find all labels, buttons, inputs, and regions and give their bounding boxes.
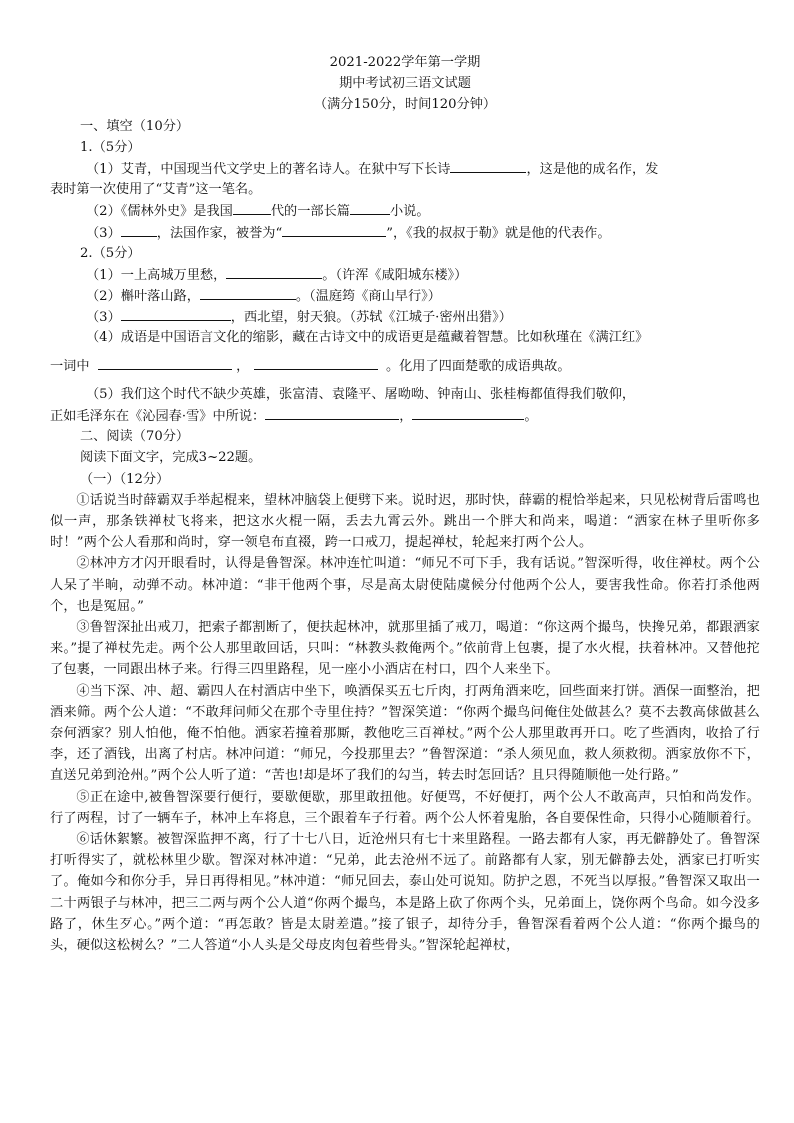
q2-s1-line [50, 264, 760, 285]
reading-paragraph: ①话说当时薛霸双手举起棍来，望林冲脑袋上便劈下来。说时迟，那时快，薛霸的棍恰举起来，只见松树背后雷鸣也似一声，那条铁禅杖飞将来，把这水火棍一隔，丢去九霄云外。跳出一个胖大和尚来，喝道：“洒家在林子里听你多时！”两个公人看那和尚时，穿一领皂布直裰，跨一口戒刀，提起禅杖，轮起来打两个公人。 [50, 492, 760, 551]
q2-s2-text-b: 。（温庭筠《商山早行》） [295, 289, 441, 305]
q2-s5-text-c: ， [399, 409, 413, 424]
answer-blank[interactable] [121, 222, 157, 237]
answer-blank[interactable] [254, 355, 378, 370]
q1-s3-line [50, 222, 760, 243]
q1-s1-cont: 表时第一次使用了“艾青”这一笔名。 [50, 182, 262, 198]
reading-paragraph: ④当下深、冲、超、霸四人在村酒店中坐下，唤酒保买五七斤肉，打两角酒来吃，回些面来打饼。酒保一面整治，把酒来筛。两个公人道：“不敢拜问师父在那个寺里住持？”智深笑道：“你两个撮鸟问俺住处做甚么？莫不去教高俅做甚么奈何洒家？别人怕他，俺不怕他。洒家若撞着那厮，教他吃三百禅杖。”两个公人那里敢再开口。吃了些酒肉，收拾了行李，还了酒钱，出离了村店。林冲问道：“师兄，今投那里去？”鲁智深道：“杀人须见血，救人须救彻。洒家放你不下，直送兄弟到沧州。”两个公人听了道：“苦也!却是坏了我们的勾当，转去时怎回话？且只得随顺他一处行路。” [50, 683, 760, 784]
reading-paragraph: ⑥话休絮繁。被智深监押不离，行了十七八日，近沧州只有七十来里路程。一路去都有人家，再无僻静处了。鲁智深打听得实了，就松林里少歇。智深对林冲道：“兄弟，此去沧州不远了。前路都有人家，别无僻静去处，洒家已打听实了。俺如今和你分手，异日再得相见。”林冲道：“师兄回去，泰山处可说知。防护之恩，不死当以厚报。”鲁智深又取出一二十两银子与林冲，把三二两与两个公人道“你两个撮鸟，本是路上砍了你两个头，兄弟面上，饶你两个鸟命。如今没多路了，休生歹心。”两个道：“再怎敢？皆是太尉差遣。”接了银子，却待分手，鲁智深看着两个公人道：“你两个撮鸟的头，硬似这松树么？”二人答道“小人头是父母皮肉包着些骨头。”智深轮起禅杖， [50, 832, 760, 954]
section1-title: 一、填空（10分） [80, 118, 190, 134]
q2-s5-text-d: 。 [524, 409, 538, 424]
q2-s2-text-a: （2）槲叶落山路， [86, 289, 200, 305]
reading-paragraph: ②林冲方才闪开眼看时，认得是鲁智深。林冲连忙叫道：“师兄不可下手，我有话说。”智深听得，收住禅杖。两个公人呆了半晌，动弹不动。林冲道：“非干他两个事，尽是高太尉使陆虞候分付他两个公人，要害我性命。你若打杀他两个，也是冤屈。” [50, 556, 760, 614]
q1-s3-text-c: ”，《我的叔叔于勒》就是他的代表作。 [386, 225, 611, 241]
answer-blank[interactable] [265, 405, 399, 420]
answer-blank[interactable] [226, 264, 322, 279]
q2-s4-text-d: 。化用了四面楚歌的成语典故。 [385, 358, 571, 374]
q1-s2-line [50, 200, 760, 221]
reading-part1-title: （一）（12分） [80, 471, 170, 487]
exam-title: 期中考试初三语文试题 [339, 76, 471, 92]
q2-s3-text-b: ，西北望，射天狼。（苏轼《江城子·密州出猎》） [230, 310, 512, 326]
q2-s3-line [50, 306, 760, 327]
answer-blank[interactable] [282, 222, 386, 237]
q1-s1-line [50, 158, 760, 179]
q1-s2-text-a: （2）《儒林外史》是我国 [86, 204, 233, 220]
section2-title: 二、阅读（70分） [80, 429, 190, 445]
exam-page [50, 52, 760, 956]
q2-s4-text-b: 一词中 [50, 358, 90, 374]
answer-blank[interactable] [233, 200, 271, 215]
q2-label: 2.（5分） [80, 245, 141, 261]
q2-s3-text-a: （3） [86, 310, 121, 326]
q2-s5-text-b: 正如毛泽东在《沁园春·雪》中所说： [50, 409, 266, 424]
q2-s1-text-a: （1）一上高城万里愁， [86, 267, 227, 283]
reading-paragraph: ⑤正在途中,被鲁智深要行便行，要歇便歇，那里敢扭他。好便骂，不好便打，两个公人不敢高声，只怕和尚发作。行了两程，讨了一辆车子，林冲上车将息，三个跟着车子行着。两个公人怀着鬼胎，各自要保性命，只得小心随顺着行。 [50, 789, 760, 826]
q1-s2-text-b: 代的一部长篇 [270, 204, 350, 220]
q1-s1-text-b: ，这是他的成名作，发 [526, 161, 659, 177]
exam-score-time: （满分150分，时间120分钟） [313, 97, 497, 113]
q2-s4-cont [50, 355, 760, 376]
answer-blank[interactable] [350, 200, 390, 215]
exam-term: 2021-2022学年第一学期 [329, 55, 481, 70]
answer-blank[interactable] [412, 405, 524, 420]
q2-s5-line: （5）我们这个时代不缺少英雄，张富清、袁隆平、屠呦呦、钟南山、张桂梅都值得我们敬仰， [86, 386, 636, 402]
q1-label: 1.（5分） [80, 139, 141, 155]
q2-s4-text-c: ， [236, 358, 250, 374]
answer-blank[interactable] [200, 285, 296, 300]
answer-blank[interactable] [98, 355, 232, 370]
q2-s2-line [50, 285, 760, 306]
q1-s1-text-a: （1）艾青，中国现当代文学史上的著名诗人。在狱中写下长诗 [86, 161, 451, 177]
q2-s4-line: （4）成语是中国语言文化的缩影，藏在古诗文中的成语更是蕴藏着智慧。比如秋瑾在《满江红》 [86, 330, 649, 346]
answer-blank[interactable] [121, 306, 231, 321]
section2-instruction: 阅读下面文字，完成3~22题。 [80, 450, 262, 466]
reading-paragraph: ③鲁智深扯出戒刀，把索子都割断了，便扶起林冲，就那里插了戒刀，喝道：“你这两个撮鸟，快搀兄弟，都跟洒家来。”提了禅杖先走。两个公人那里敢回话，只叫：“林教头救俺两个。”依前背上包裹，提了水火棍，扶着林冲。又替他拕了包裹，一同跟出林子来。行得三四里路程，见一座小小酒店在村口，四个人来坐下。 [50, 619, 760, 678]
q1-s2-text-c: 小说。 [389, 204, 430, 220]
q2-s1-text-b: 。（许浑《咸阳城东楼》） [322, 267, 468, 283]
q2-s5-cont [50, 405, 760, 426]
q1-s3-text-a: （3） [86, 225, 121, 241]
q1-s3-text-b: ，法国作家，被誉为“ [156, 225, 283, 241]
answer-blank[interactable] [450, 158, 526, 173]
